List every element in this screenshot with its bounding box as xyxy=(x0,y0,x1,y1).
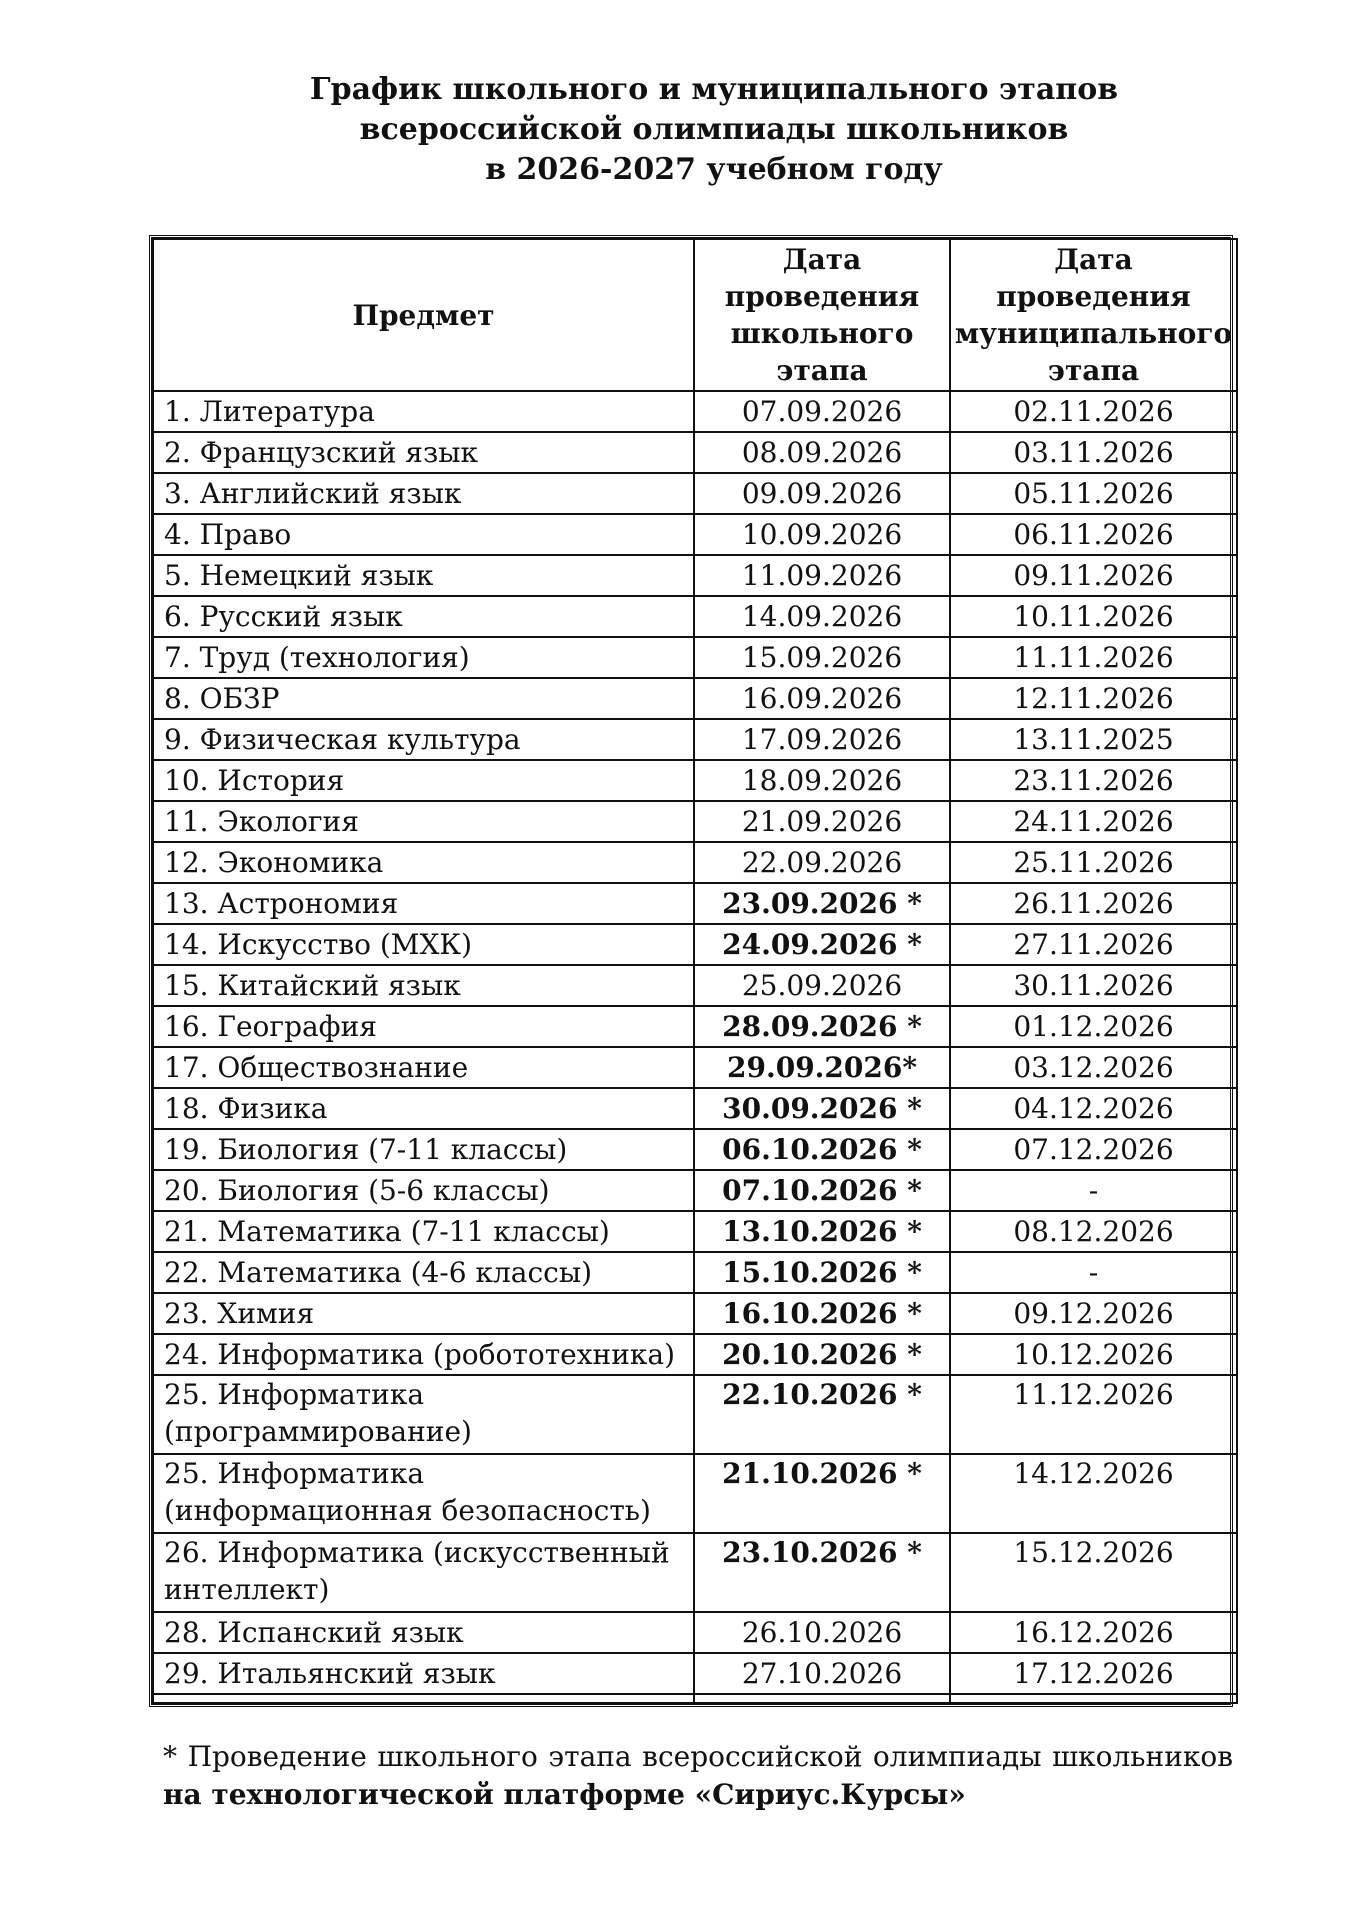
footnote-line-2: на технологической платформе «Сириус.Курсы» xyxy=(163,1778,966,1811)
school-stage-date: 16.09.2026 xyxy=(694,678,950,719)
footnote-line-1: * Проведение школьного этапа всероссийской олимпиады школьников xyxy=(163,1740,1233,1773)
header-school-line: Дата xyxy=(782,243,862,276)
municipal-stage-date: 26.11.2026 xyxy=(950,883,1237,924)
municipal-stage-date: 27.11.2026 xyxy=(950,924,1237,965)
table-row xyxy=(153,1252,1237,1293)
school-stage-date: 11.09.2026 xyxy=(694,555,950,596)
table-body xyxy=(153,391,1237,1703)
school-stage-date: 22.10.2026 * xyxy=(694,1375,950,1454)
subject-cell: 16. География xyxy=(153,1006,694,1047)
subject-cell: 12. Экономика xyxy=(153,842,694,883)
title-line-2: всероссийской олимпиады школьников xyxy=(359,112,1069,147)
title-line-1: График школьного и муниципального этапов xyxy=(309,72,1119,107)
school-stage-date: 08.09.2026 xyxy=(694,432,950,473)
header-subject: Предмет xyxy=(153,239,694,391)
municipal-stage-date: 12.11.2026 xyxy=(950,678,1237,719)
title-line-3: в 2026-2027 учебном году xyxy=(485,152,943,187)
table-row xyxy=(153,883,1237,924)
table-row xyxy=(153,637,1237,678)
school-stage-date: 29.09.2026* xyxy=(694,1047,950,1088)
school-stage-date: 21.10.2026 * xyxy=(694,1454,950,1533)
empty-cell xyxy=(694,1694,950,1703)
school-stage-date: 17.09.2026 xyxy=(694,719,950,760)
school-stage-date: 25.09.2026 xyxy=(694,965,950,1006)
school-stage-date: 10.09.2026 xyxy=(694,514,950,555)
school-stage-date: 22.09.2026 xyxy=(694,842,950,883)
table-row xyxy=(153,1533,1237,1612)
table-row xyxy=(153,965,1237,1006)
subject-cell xyxy=(153,1533,694,1612)
subject-cell xyxy=(153,1375,694,1454)
subject-cell-line: 26. Информатика (искусственный xyxy=(164,1536,670,1569)
table-row xyxy=(153,1211,1237,1252)
table-row xyxy=(153,1088,1237,1129)
empty-cell xyxy=(950,1694,1237,1703)
school-stage-date: 21.09.2026 xyxy=(694,801,950,842)
subject-cell: 21. Математика (7-11 классы) xyxy=(153,1211,694,1252)
municipal-stage-date: 25.11.2026 xyxy=(950,842,1237,883)
school-stage-date: 27.10.2026 xyxy=(694,1653,950,1694)
municipal-stage-date: 13.11.2025 xyxy=(950,719,1237,760)
municipal-stage-date: 08.12.2026 xyxy=(950,1211,1237,1252)
municipal-stage-date: - xyxy=(950,1170,1237,1211)
subject-cell: 15. Китайский язык xyxy=(153,965,694,1006)
header-school-line: школьного xyxy=(730,317,914,350)
footnote xyxy=(163,1738,1233,1814)
municipal-stage-date: 15.12.2026 xyxy=(950,1533,1237,1612)
municipal-stage-date: 09.11.2026 xyxy=(950,555,1237,596)
municipal-stage-date: 23.11.2026 xyxy=(950,760,1237,801)
subject-cell-line: (программирование) xyxy=(164,1415,472,1448)
school-stage-date: 06.10.2026 * xyxy=(694,1129,950,1170)
table-row xyxy=(153,1653,1237,1694)
header-municipal-line: проведения xyxy=(996,280,1191,313)
school-stage-date: 18.09.2026 xyxy=(694,760,950,801)
table-row xyxy=(153,1129,1237,1170)
school-stage-date: 13.10.2026 * xyxy=(694,1211,950,1252)
subject-cell: 3. Английский язык xyxy=(153,473,694,514)
subject-cell: 22. Математика (4-6 классы) xyxy=(153,1252,694,1293)
empty-cell xyxy=(153,1694,694,1703)
table-row xyxy=(153,760,1237,801)
table-row xyxy=(153,678,1237,719)
school-stage-date: 26.10.2026 xyxy=(694,1612,950,1653)
municipal-stage-date: 07.12.2026 xyxy=(950,1129,1237,1170)
table-row xyxy=(153,1334,1237,1375)
header-school-line: проведения xyxy=(724,280,920,313)
subject-cell: 5. Немецкий язык xyxy=(153,555,694,596)
municipal-stage-date: 03.11.2026 xyxy=(950,432,1237,473)
subject-cell: 19. Биология (7-11 классы) xyxy=(153,1129,694,1170)
subject-cell: 29. Итальянский язык xyxy=(153,1653,694,1694)
table-row xyxy=(153,596,1237,637)
header-municipal-line: этапа xyxy=(1047,354,1140,387)
municipal-stage-date: 11.11.2026 xyxy=(950,637,1237,678)
subject-cell: 10. История xyxy=(153,760,694,801)
municipal-stage-date: 24.11.2026 xyxy=(950,801,1237,842)
school-stage-date: 30.09.2026 * xyxy=(694,1088,950,1129)
municipal-stage-date: 02.11.2026 xyxy=(950,391,1237,432)
table-row xyxy=(153,1454,1237,1533)
table-row xyxy=(153,801,1237,842)
municipal-stage-date: - xyxy=(950,1252,1237,1293)
subject-cell: 23. Химия xyxy=(153,1293,694,1334)
subject-cell: 14. Искусство (МХК) xyxy=(153,924,694,965)
school-stage-date: 14.09.2026 xyxy=(694,596,950,637)
page-title xyxy=(0,70,1358,190)
school-stage-date: 07.10.2026 * xyxy=(694,1170,950,1211)
header-municipal-line: муниципального xyxy=(954,317,1233,350)
school-stage-date: 28.09.2026 * xyxy=(694,1006,950,1047)
table-row xyxy=(153,473,1237,514)
municipal-stage-date: 03.12.2026 xyxy=(950,1047,1237,1088)
subject-cell: 24. Информатика (робототехника) xyxy=(153,1334,694,1375)
table-row xyxy=(153,391,1237,432)
subject-cell-line: (информационная безопасность) xyxy=(164,1494,651,1527)
school-stage-date: 23.10.2026 * xyxy=(694,1533,950,1612)
municipal-stage-date: 10.12.2026 xyxy=(950,1334,1237,1375)
table-row xyxy=(153,1375,1237,1454)
header-school-line: этапа xyxy=(776,354,868,387)
school-stage-date: 20.10.2026 * xyxy=(694,1334,950,1375)
subject-cell: 6. Русский язык xyxy=(153,596,694,637)
municipal-stage-date: 09.12.2026 xyxy=(950,1293,1237,1334)
school-stage-date: 15.09.2026 xyxy=(694,637,950,678)
subject-cell: 9. Физическая культура xyxy=(153,719,694,760)
table-row xyxy=(153,555,1237,596)
municipal-stage-date: 05.11.2026 xyxy=(950,473,1237,514)
table-row xyxy=(153,924,1237,965)
municipal-stage-date: 17.12.2026 xyxy=(950,1653,1237,1694)
header-municipal-line: Дата xyxy=(1054,243,1133,276)
header-school-stage xyxy=(694,239,950,391)
subject-cell-line: 25. Информатика xyxy=(164,1378,425,1411)
subject-cell: 20. Биология (5-6 классы) xyxy=(153,1170,694,1211)
subject-cell: 7. Труд (технология) xyxy=(153,637,694,678)
subject-cell: 13. Астрономия xyxy=(153,883,694,924)
school-stage-date: 07.09.2026 xyxy=(694,391,950,432)
subject-cell: 8. ОБЗР xyxy=(153,678,694,719)
municipal-stage-date: 11.12.2026 xyxy=(950,1375,1237,1454)
subject-cell: 2. Французский язык xyxy=(153,432,694,473)
municipal-stage-date: 16.12.2026 xyxy=(950,1612,1237,1653)
municipal-stage-date: 14.12.2026 xyxy=(950,1454,1237,1533)
table-row xyxy=(153,432,1237,473)
table-row xyxy=(153,1006,1237,1047)
subject-cell-line: 25. Информатика xyxy=(164,1457,425,1490)
school-stage-date: 23.09.2026 * xyxy=(694,883,950,924)
subject-cell-line: интеллект) xyxy=(164,1573,330,1606)
subject-cell: 4. Право xyxy=(153,514,694,555)
subject-cell: 17. Обществознание xyxy=(153,1047,694,1088)
municipal-stage-date: 10.11.2026 xyxy=(950,596,1237,637)
subject-cell: 18. Физика xyxy=(153,1088,694,1129)
municipal-stage-date: 06.11.2026 xyxy=(950,514,1237,555)
table-row xyxy=(153,514,1237,555)
table-end-row xyxy=(153,1694,1237,1703)
table-row xyxy=(153,719,1237,760)
school-stage-date: 24.09.2026 * xyxy=(694,924,950,965)
municipal-stage-date: 01.12.2026 xyxy=(950,1006,1237,1047)
school-stage-date: 15.10.2026 * xyxy=(694,1252,950,1293)
table-header-row xyxy=(153,239,1237,391)
school-stage-date: 16.10.2026 * xyxy=(694,1293,950,1334)
table-row xyxy=(153,1612,1237,1653)
school-stage-date: 09.09.2026 xyxy=(694,473,950,514)
table-row xyxy=(153,842,1237,883)
schedule-table xyxy=(149,235,1233,1707)
municipal-stage-date: 30.11.2026 xyxy=(950,965,1237,1006)
subject-cell: 1. Литература xyxy=(153,391,694,432)
table-row xyxy=(153,1293,1237,1334)
subject-cell xyxy=(153,1454,694,1533)
table-row xyxy=(153,1170,1237,1211)
subject-cell: 28. Испанский язык xyxy=(153,1612,694,1653)
header-municipal-stage xyxy=(950,239,1237,391)
subject-cell: 11. Экология xyxy=(153,801,694,842)
municipal-stage-date: 04.12.2026 xyxy=(950,1088,1237,1129)
table-row xyxy=(153,1047,1237,1088)
